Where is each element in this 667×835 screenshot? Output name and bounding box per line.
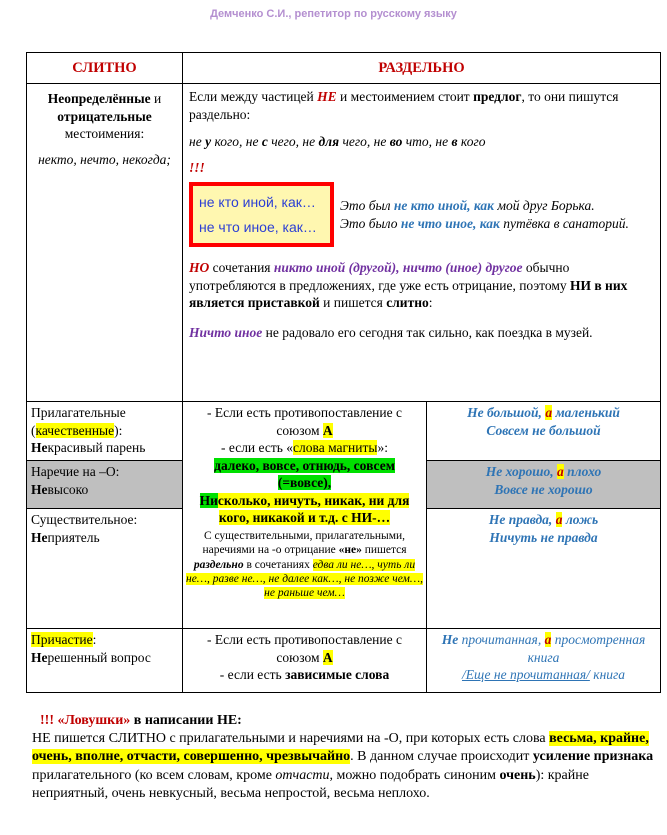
adjective-examples: Не большой, а маленький Совсем не большой [427,402,661,461]
traps-section [32,712,657,803]
attention-marks: !!! [189,159,205,175]
adverb-examples: Не хорошо, а плохо Вовсе не хорошо [427,461,661,509]
separate-conditions-cell: - Если есть противопоставление с союзом А - если есть «слова магниты»: далеко, вовсе, отнюдь, совсем (=вовсе), Нисколько, ничуть, никак, ни для кого, никакой и т.д. с НИ-… С существительными, прилагательными, наречиями на -о отрицание «не» пишется раздельно в сочетаниях едва ли не…, чуть ли не…, разве не…, не далее как…, не позже чем…, не раньше чем… [183,402,427,629]
pronoun-type-1: Неопределённые [47,91,151,106]
ni-words: Нисколько, ничуть, никак, ни для кого, никакой и т.д. с НИ-… [199,492,410,526]
adverb-label: Наречие на –О: Невысоко [27,461,183,509]
rule-prefix-ni: НО сочетания никто иной (другой), ничто (иное) другое обычно употребляются в предложениях, где уже есть отрицание, поэтому НИ в них является приставкой и пишется слитно: [189,260,628,311]
pronouns-left-cell: Неопределённые и отрицательные местоимения: некто, нечто, некогда; [27,84,183,402]
participle-row [27,629,661,693]
preposition-examples: не у кого, не с чего, не для чего, не во что, не в кого [189,134,486,150]
rules-table [26,52,661,693]
pronouns-right-cell [183,84,661,402]
rule-preposition: Если между частицей НЕ и местоимением стоит предлог, то они пишутся раздельно: [189,89,619,122]
head-separate: РАЗДЕЛЬНО [183,53,661,84]
participle-conditions: - Если есть противопоставление с союзом А - если есть зависимые слова [183,629,427,693]
phrase-examples: Это был не кто иной, как мой друг Борька. Это было не что иное, как путёвка в санаторий. [340,198,629,231]
pronoun-type-2: отрицательные [57,108,152,124]
head-together: СЛИТНО [27,53,183,84]
participle-examples: Не прочитанная, а просмотренная книга /Еще не прочитанная/ книга [427,629,661,693]
adjective-label: Прилагательные (качественные): Некрасивый парень [27,402,183,461]
boxed-phrases [189,182,654,247]
traps-text: НЕ пишется СЛИТНО с прилагательными и наречиями на -О, при которых есть слова весьма, крайне, очень, вполне, отчасти, совершенно, чрезвычайно. В данном случае происходит усиление признака прилагательного (ко всем словам, кроме отчасти, можно подобрать синоним очень): крайне неприятный, очень невкусный, весьма непростой, весьма неплохо. [32,731,654,801]
phrase-box: не кто иной, как… не что иное, как… [189,182,334,247]
final-example: Ничто иное не радовало его сегодня так сильно, как поездка в музей. [189,324,593,340]
noun-label: Существительное: Неприятель [27,509,183,629]
noun-examples: Не правда, а ложь Ничуть не правда [427,509,661,629]
page-header: Демченко С.И., репетитор по русскому языку [210,8,457,20]
table-header-row [27,53,661,84]
traps-title: !!! «Ловушки» в написании НЕ: [40,713,242,728]
combinations-note: С существительными, прилагательными, наречиями на -о отрицание «не» пишется раздельно в сочетаниях едва ли не…, чуть ли не…, разве не…, не далее как…, не позже чем…, не раньше чем… [186,529,423,600]
participle-label: Причастие: Нерешенный вопрос [27,629,183,693]
pronouns-row [27,84,661,402]
magnet-words: далеко, вовсе, отнюдь, совсем (=вовсе), [214,457,395,491]
pronoun-examples: некто, нечто, некогда; [38,151,171,167]
adjective-row [27,402,661,461]
